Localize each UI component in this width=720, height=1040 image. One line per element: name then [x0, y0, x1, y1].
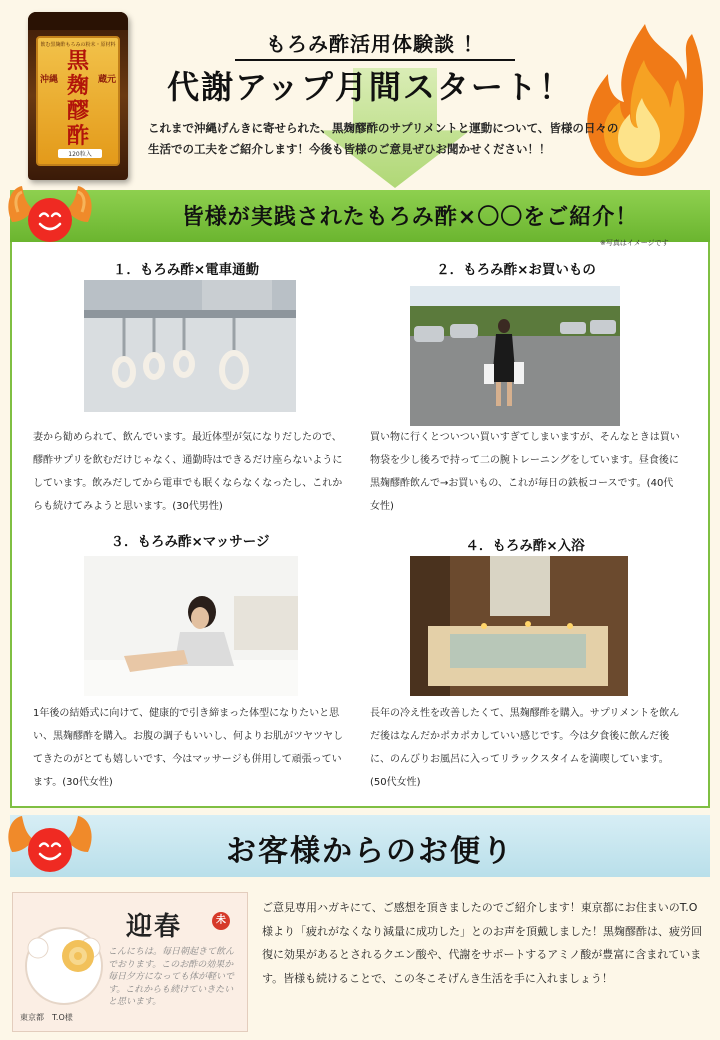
section1-title: 皆様が実践されたもろみ酢×〇〇をご紹介！: [181, 205, 639, 230]
postcard-title: 迎春: [126, 912, 183, 942]
image-note: ※写真はイメージです: [600, 239, 669, 247]
shopping-woman-photo: [410, 286, 620, 426]
bottle-label-sub: 飲む黒麹酢もろみの粉末・原材料: [40, 42, 116, 48]
page-subtitle: もろみ酢活用体験談 ！: [235, 28, 515, 61]
bottle-label-left: 沖縄: [40, 75, 59, 85]
case3-heading: ３．もろみ酢×マッサージ: [110, 534, 270, 550]
case3-text: 1年後の結婚式に向けて、健康的で引き締まった体型になりたいと思い、黒麹醪酢を購入。お腹の調子もいいし、何よりお肌がツヤツヤしてきたのがとても嬉しいです、今はマッサージも併用して頑張っています。(30代女性): [33, 708, 343, 788]
postcard-stamp: 未: [212, 912, 230, 930]
mascot-icon: [4, 812, 96, 876]
postcard-sender: 東京都 T.O様: [20, 1013, 73, 1022]
bottle-label-main-2: 麹: [66, 73, 89, 100]
case2-text: 買い物に行くとついつい買いすぎてしまいますが、そんなときは買い物袋を少し後ろで持って二の腕トレーニングをしています。昼食後に黒麹醪酢飲んで→お買いもの、これが毎日の鉄板コースです。(40代女性): [370, 432, 680, 512]
sheep-icon: [18, 918, 110, 1014]
mascot-icon: [4, 182, 96, 246]
section2-title: お客様からのお便り: [226, 834, 514, 869]
case4-text: 長年の冷え性を改善したくて、黒麹醪酢を購入。サプリメントを飲んだ後はなんだかポカポカしていい感じです。今は夕食後に飲んだ後に、のんびりお風呂に入ってリラックスタイムを満喫しています。(50代女性): [370, 708, 680, 788]
product-bottle-image: [28, 12, 128, 180]
page-title: 代謝アップ月間スタート！: [167, 68, 573, 106]
bottle-label-main-4: 酢: [66, 123, 89, 150]
bottle-label-main-3: 醪: [66, 98, 89, 125]
letter-text: ご意見専用ハガキにて、ご感想を頂きましたのでご紹介します！東京都にお住まいのT.O様より「疲れがなくなり減量に成功した」とのお声を頂戴しました！黒麹醪酢は、疲労回復に効果があるとされるクエン酸や、代謝をサポートするアミノ酸が豊富に含まれています。皆様も続けることで、この冬こそげんき生活を手に入れましょう！: [262, 901, 702, 985]
massage-woman-photo: [84, 556, 298, 696]
intro-text: これまで沖縄げんきに寄せられた、黒麹醪酢のサプリメントと運動について、皆様の日々の生活での工夫をご紹介します！今後も皆様のご意見ぜひお聞かせください！！: [148, 121, 619, 156]
bottle-lid: [28, 12, 128, 30]
case1-text: 妻から勧められて、飲んでいます。最近体型が気になりだしたので、醪酢サプリを飲むだけじゃなく、通勤時はできるだけ座らないようにしています。飲みだしてから電車でも眠くならなくなったし、これからも続けてみようと思います。(30代男性): [33, 432, 343, 512]
train-handles-photo: [84, 280, 296, 412]
bottle-label: [36, 36, 120, 166]
bottle-label-right: 蔵元: [97, 75, 116, 85]
postcard-handwriting: こんにちは。毎日朝起きて飲んでおります。このお酢の効果か毎日夕方になっても体が軽いです。これからも続けていきたいと思います。: [108, 947, 235, 1007]
bottle-label-main-1: 黒: [66, 48, 89, 74]
case1-heading: １．もろみ酢×電車通勤: [112, 262, 260, 278]
case4-heading: ４．もろみ酢×入浴: [465, 538, 585, 554]
bathtub-photo: [410, 556, 628, 696]
case2-heading: ２．もろみ酢×お買いもの: [436, 262, 596, 278]
bottle-label-count: 120粒入: [58, 149, 102, 158]
